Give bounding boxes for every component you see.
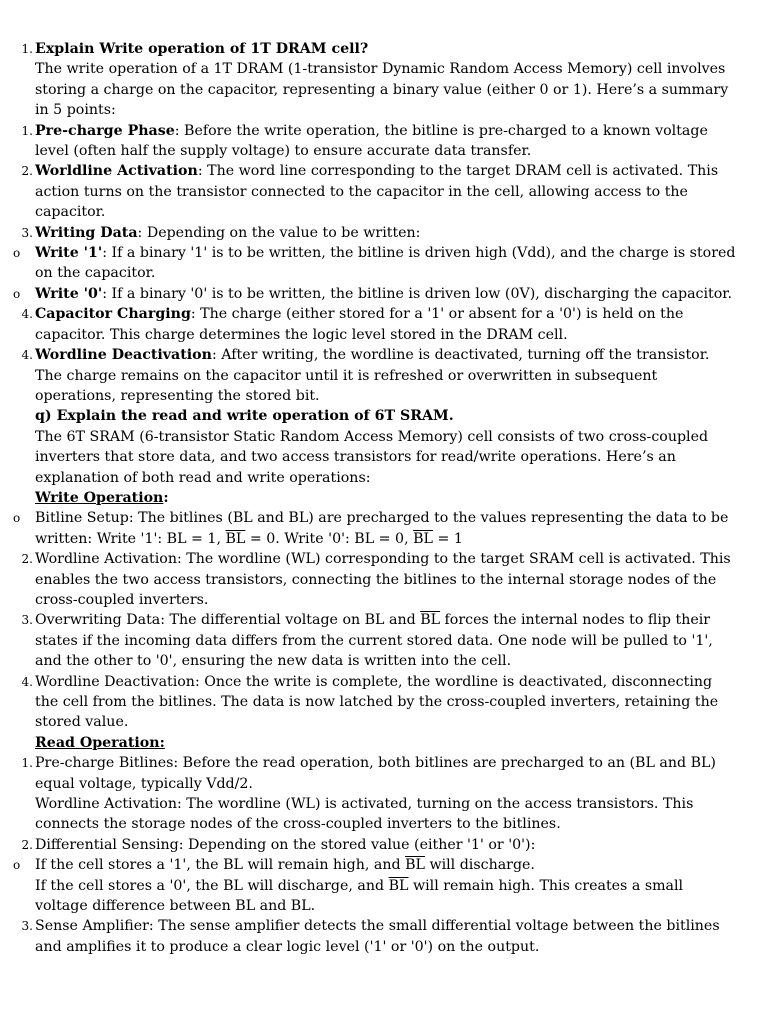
item-text: Overwriting Data: The differential voltage on BL and	[35, 612, 421, 629]
bl-bar-label: $\overline{BL}$	[225, 530, 246, 547]
paragraph: Wordline Activation: The wordline (WL) is activated, turning on the access transistors. This connects the storage nodes of the cross-coupled inverters to the bitlines.	[35, 796, 694, 833]
heading-colon: :	[163, 489, 169, 506]
dram-intro: The write operation of a 1T DRAM (1-transistor Dynamic Random Access Memory) cell involves storing a charge on the capacitor, representing a binary value (either 0 or 1). Here’s a summary in 5 points:	[35, 61, 729, 119]
section-heading-read	[0, 733, 738, 753]
bl-bar-label: $\overline{BL}$	[388, 877, 409, 894]
list-item	[0, 304, 738, 345]
list-item	[0, 161, 738, 222]
list-marker: 2.	[21, 164, 33, 179]
list-marker: 3.	[21, 613, 33, 628]
item-text: will remain high. This creates a small voltage difference between BL and BL.	[35, 877, 684, 915]
bullet-marker: o	[13, 286, 21, 301]
list-marker: 2.	[21, 837, 33, 852]
bullet-marker: o	[13, 511, 21, 526]
list-item	[0, 753, 738, 794]
list-item	[0, 121, 738, 162]
question-title: Explain Write operation of 1T DRAM cell?	[35, 41, 369, 57]
item-term: Capacitor Charging	[35, 306, 191, 323]
list-marker: 4.	[21, 307, 33, 322]
bl-bar-label: $\overline{BL}$	[420, 612, 441, 629]
item-text: : After writing, the wordline is deactivated, turning off the transistor. The charge remains on the capacitor until it is refreshed or overwritten in subsequent operations, representing the stored bit.	[35, 347, 710, 404]
list-item	[0, 855, 738, 875]
list-item	[0, 916, 738, 957]
list-marker: 4.	[21, 348, 33, 363]
item-term: Write '1'	[35, 245, 103, 262]
list-marker: 1.	[21, 123, 33, 138]
item-text: If the cell stores a '1', the BL will remain high, and	[35, 857, 406, 874]
item-text: Wordline Deactivation: Once the write is complete, the wordline is deactivated, disconnecting the cell from the bitlines. The data is now latched by the cross-coupled inverters, retaining the stored value.	[35, 673, 719, 731]
section-heading: Read Operation:	[35, 734, 165, 751]
list-item	[0, 284, 738, 304]
list-marker: 3.	[21, 919, 33, 934]
item-term: Pre-charge Phase	[35, 122, 175, 139]
paragraph	[0, 876, 738, 917]
item-text: : The charge (either stored for a '1' or absent for a '0') is held on the capacitor. This charge determines the logic level stored in the DRAM cell.	[35, 306, 684, 343]
item-term: Write '0'	[35, 285, 103, 302]
list-item	[0, 610, 738, 671]
list-item	[0, 508, 738, 549]
bullet-marker: o	[13, 246, 21, 261]
section-heading-write	[0, 488, 738, 508]
bl-bar-label: $\overline{BL}$	[405, 857, 425, 874]
item-term: Wordline Deactivation	[35, 347, 212, 364]
item-text: Sense Amplifier: The sense amplifier detects the small differential voltage between the bitlines and amplifies it to produce a clear logic level ('1' or '0') on the output.	[35, 918, 720, 955]
item-text: : The word line corresponding to the target DRAM cell is activated. This action turns on the transistor connected to the capacitor in the cell, allowing access to the capacitor.	[35, 163, 719, 221]
item-text: : If a binary '0' is to be written, the bitline is driven low (0V), discharging the capacitor.	[102, 285, 733, 302]
item-text: = 1	[432, 530, 463, 547]
question-title: q) Explain the read and write operation of 6T SRAM.	[35, 408, 454, 425]
list-marker: 4.	[21, 674, 33, 689]
item-text: Wordline Activation: The wordline (WL) corresponding to the target SRAM cell is activated. This enables the two access transistors, connecting the bitlines to the internal storage nodes of the cross-coupled inverters.	[35, 551, 731, 608]
list-item	[0, 345, 738, 406]
item-text: : Depending on the value to be written:	[137, 224, 421, 241]
item-text: Pre-charge Bitlines: Before the read operation, both bitlines are precharged to an (BL and BL) equal voltage, typically Vdd/2.	[35, 755, 716, 792]
list-item	[0, 243, 738, 284]
list-marker: 2.	[21, 552, 33, 567]
list-item	[0, 549, 738, 610]
list-item	[0, 672, 738, 733]
list-item	[0, 835, 738, 855]
list-marker: 1.	[21, 42, 33, 56]
bl-bar-label: $\overline{BL}$	[413, 530, 433, 547]
item-text: Differential Sensing: Depending on the stored value (either '1' or '0'):	[35, 836, 536, 853]
question-sram	[0, 406, 738, 426]
item-text: = 0. Write '0': BL = 0,	[245, 530, 414, 547]
bullet-marker: o	[13, 858, 21, 873]
item-text: Bitline Setup: The bitlines (BL and BL) are precharged to the values representing the data to be written: Write '1': BL = 1,	[35, 510, 729, 547]
list-marker: 3.	[21, 225, 33, 240]
item-text: forces the internal nodes to flip their states if the incoming data differs from the current stored data. One node will be pulled to '1', and the other to '0', ensuring the new data is written into the cell.	[35, 612, 713, 670]
item-text: : If a binary '1' is to be written, the bitline is driven high (Vdd), and the charge is stored on the capacitor.	[35, 245, 736, 282]
section-heading: Write Operation	[35, 489, 164, 506]
question-dram	[0, 39, 738, 59]
item-text: If the cell stores a '0', the BL will discharge, and	[35, 877, 389, 894]
sram-intro: The 6T SRAM (6-transistor Static Random Access Memory) cell consists of two cross-coupled inverters that store data, and two access transistors for read/write operations. Here’s an explanation of both read and write operations:	[35, 428, 709, 486]
item-text: : Before the write operation, the bitline is pre-charged to a known voltage level (often half the supply voltage) to ensure accurate data transfer.	[35, 122, 708, 160]
list-marker: 1.	[21, 756, 33, 771]
list-item	[0, 223, 738, 243]
item-term: Worldline Activation	[35, 163, 198, 180]
item-term: Writing Data	[35, 224, 138, 241]
item-text: will discharge.	[424, 857, 535, 874]
